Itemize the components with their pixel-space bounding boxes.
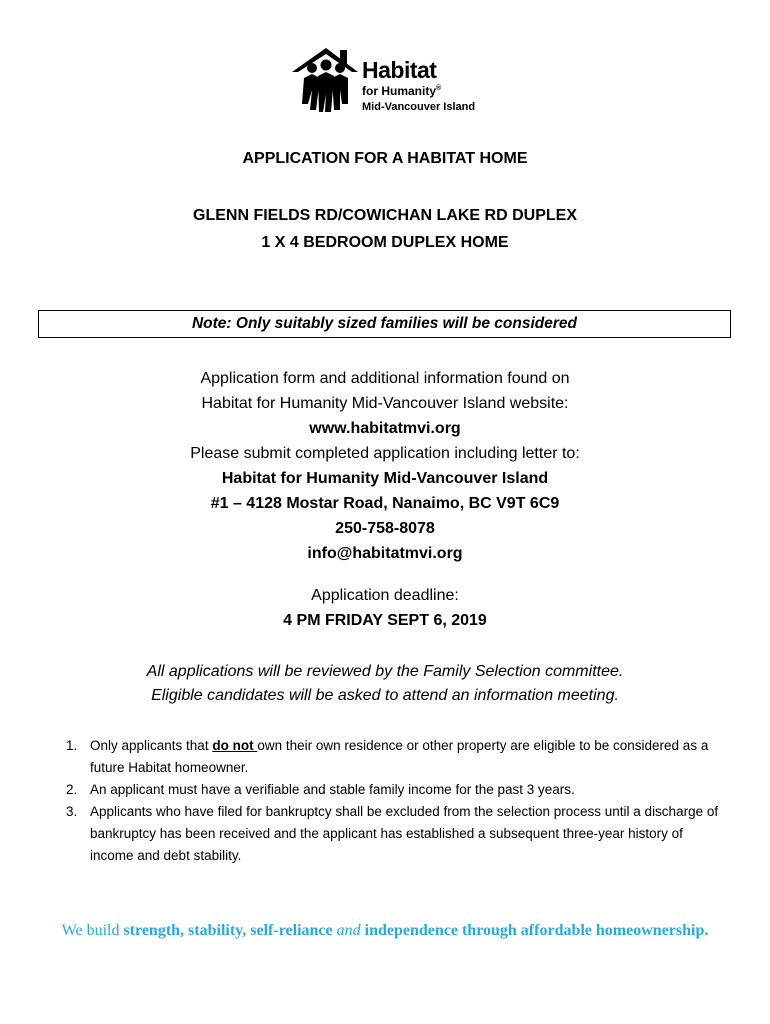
review-line-1: All applications will be reviewed by the Family Selection committee. (146, 663, 624, 680)
home-type: 1 X 4 BEDROOM DUPLEX HOME (261, 234, 509, 251)
website-link[interactable]: www.habitatmvi.org (309, 420, 461, 437)
list-item-number: 2. (66, 782, 78, 797)
mission-tagline: We build strength, stability, self-reliance and independence through affordable homeownership. (61, 922, 709, 939)
info-line-1: Application form and additional information found on (200, 370, 570, 387)
info-line-2: Habitat for Humanity Mid-Vancouver Island website: (201, 395, 569, 412)
info-block (0, 366, 770, 566)
deadline-value: 4 PM FRIDAY SEPT 6, 2019 (283, 612, 487, 629)
review-statement (0, 660, 770, 708)
list-item-text: Only applicants that do not own their own residence or other property are eligible to be considered as a future Habitat homeowner. (90, 738, 709, 775)
registered-mark: ® (436, 85, 442, 92)
list-item (66, 801, 726, 867)
email-link[interactable]: info@habitatmvi.org (307, 545, 463, 562)
org-phone: 250-758-8078 (335, 520, 435, 537)
habitat-logo (290, 44, 490, 122)
org-name: Habitat for Humanity Mid-Vancouver Island (221, 470, 549, 487)
list-item (66, 735, 726, 779)
logo-for-humanity: for Humanity® (362, 84, 442, 98)
org-address: #1 – 4128 Mostar Road, Nanaimo, BC V9T 6C9 (210, 495, 560, 512)
project-name: GLENN FIELDS RD/COWICHAN LAKE RD DUPLEX (193, 207, 577, 224)
note-box: Note: Only suitably sized families will be considered (38, 310, 731, 338)
logo-habitat-word: Habitat (362, 57, 437, 83)
deadline-block (0, 583, 770, 633)
habitat-house-people-icon (290, 44, 360, 114)
deadline-label: Application deadline: (311, 587, 459, 604)
page-title: APPLICATION FOR A HABITAT HOME (242, 150, 528, 167)
list-item (66, 779, 726, 801)
do-not-emphasis: do not (212, 738, 258, 753)
list-item-text: Applicants who have filed for bankruptcy shall be excluded from the selection process until a discharge of bankruptcy has been received and the applicant has established a subsequent three-year history of income and debt stability. (90, 804, 719, 863)
list-item-text: An applicant must have a verifiable and stable family income for the past 3 years. (90, 782, 575, 797)
info-line-3: Please submit completed application including letter to: (190, 445, 580, 462)
logo-region: Mid-Vancouver Island (362, 101, 476, 113)
review-line-2: Eligible candidates will be asked to attend an information meeting. (151, 687, 619, 704)
list-item-number: 3. (66, 804, 78, 819)
list-item-number: 1. (66, 738, 78, 753)
eligibility-list (66, 735, 726, 867)
